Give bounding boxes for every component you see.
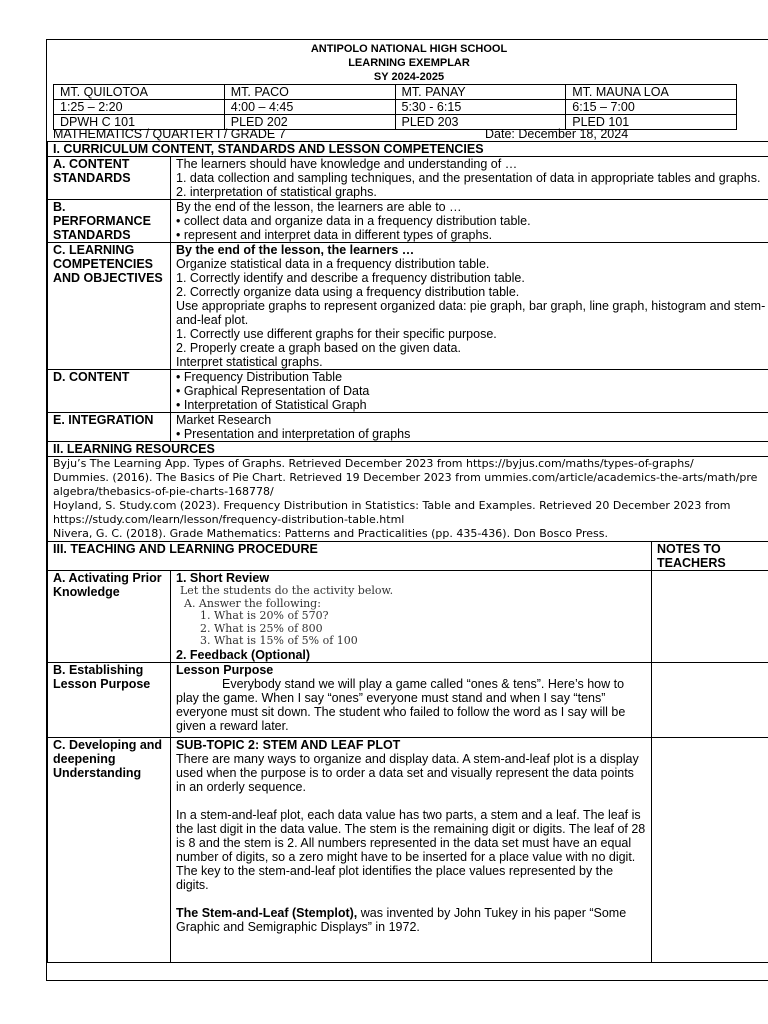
review-question: 3. What is 15% of 5% of 100	[200, 634, 358, 647]
subject-quarter-grade: MATHEMATICS / QUARTER I / GRADE 7	[53, 127, 286, 141]
section-1-title: I. CURRICULUM CONTENT, STANDARDS AND LESSON COMPETENCIES	[48, 142, 768, 157]
stemplot-description: was invented by John Tukey in his paper “Some Graphic and Semigraphic Displays” in 1972.	[176, 905, 627, 934]
body-line: 2. interpretation of statistical graphs.	[176, 185, 377, 199]
developing-row	[48, 737, 768, 962]
paragraph: In a stem-and-leaf plot, each data value has two parts, a stem and a leaf. The leaf is the last digit in the data value. The stem is the remaining digit or digits. The leaf of 28 is 8 and the stem is 2. All numbers represented in the data set must have an equal number of digits, so a zero might have to be inserted for a place value with no digit. The key to the stem-and-leaf plot identifies the place values represented by the digits.	[176, 807, 646, 892]
activating-label: A. Activating Prior Knowledge	[48, 571, 171, 663]
section-3-title: III. TEACHING AND LEARNING PROCEDURE	[48, 542, 652, 571]
subtopic-heading: SUB-TOPIC 2: STEM AND LEAF PLOT	[176, 737, 401, 752]
integration-body	[171, 413, 768, 442]
body-line: Market Research	[176, 413, 272, 427]
procedure-heading-row	[48, 542, 768, 571]
spacer	[176, 794, 646, 808]
resource-item: Dummies. (2016). The Basics of Pie Chart. Retrieved 19 December 2023 from ummies.com/article/academics-the-arts/math/pre algebra/thebasics-of-pie-charts-168778/	[53, 471, 758, 498]
competencies-row	[48, 243, 768, 370]
schedule-cell: DPWH C 101	[54, 115, 225, 130]
lesson-purpose-paragraph: Everybody stand we will play a game called “ones & tens”. Here’s how to play the game. When I say “ones” everyone must stand and when I say “tens” everyone must sit down. The student who failed to follow the word as I say will be given a reward later.	[176, 676, 626, 733]
content-standards-label: A. CONTENT STANDARDS	[48, 157, 171, 200]
schedule-cell: MT. PANAY	[395, 85, 566, 100]
body-line: 1. Correctly use different graphs for their specific purpose.	[176, 327, 497, 341]
lesson-table	[47, 141, 768, 963]
resource-item: Byju’s The Learning App. Types of Graphs. Retrieved December 2023 from https://byjus.com/maths/types-of-graphs/	[53, 457, 694, 470]
schedule-cell: MT. PACO	[224, 85, 395, 100]
content-row	[48, 370, 768, 413]
lesson-purpose-heading: Lesson Purpose	[176, 662, 274, 677]
schedule-table	[53, 84, 737, 130]
developing-label: C. Developing and deepening Understanding	[48, 737, 171, 962]
body-line: The learners should have knowledge and understanding of …	[176, 157, 518, 171]
competencies-body	[171, 243, 768, 370]
resources-body	[48, 457, 768, 542]
review-activity-image	[176, 585, 646, 648]
body-line: Organize statistical data in a frequency distribution table.	[176, 257, 490, 271]
schedule-cell: PLED 202	[224, 115, 395, 130]
schedule-cell: 4:00 – 4:45	[224, 100, 395, 115]
activating-body	[171, 571, 652, 663]
establishing-row	[48, 662, 768, 737]
schedule-cell: 5:30 - 6:15	[395, 100, 566, 115]
integration-row	[48, 413, 768, 442]
feedback-heading: 2. Feedback (Optional)	[176, 647, 311, 662]
establishing-label: B. Establishing Lesson Purpose	[48, 662, 171, 737]
document-title: LEARNING EXEMPLAR	[348, 57, 470, 69]
notes-cell	[652, 662, 768, 737]
schedule-cell: PLED 203	[395, 115, 566, 130]
content-standards-body	[171, 157, 768, 200]
lesson-date: Date: December 18, 2024	[485, 127, 629, 141]
lesson-exemplar-page	[46, 39, 768, 981]
body-line: By the end of the lesson, the learners are able to …	[176, 200, 462, 214]
schedule-cell: 6:15 – 7:00	[566, 100, 737, 115]
section-heading-row	[48, 442, 768, 457]
review-line: Let the students do the activity below.	[180, 584, 394, 597]
review-question: 1. What is 20% of 570?	[200, 609, 329, 622]
section-2-title: II. LEARNING RESOURCES	[48, 442, 768, 457]
body-line: • Graphical Representation of Data	[176, 384, 370, 398]
school-name: ANTIPOLO NATIONAL HIGH SCHOOL	[310, 43, 508, 55]
spacer	[176, 892, 646, 906]
notes-cell	[652, 737, 768, 962]
schedule-row-sections	[54, 85, 737, 100]
body-line: 1. data collection and sampling techniques, and the presentation of data in appropriate tables and graphs.	[176, 171, 761, 185]
establishing-body	[171, 662, 652, 737]
performance-standards-row	[48, 200, 768, 243]
body-line: 2. Properly create a graph based on the given data.	[176, 341, 461, 355]
schedule-cell: 1:25 – 2:20	[54, 100, 225, 115]
performance-standards-label: B. PERFORMANCE STANDARDS	[48, 200, 171, 243]
review-question: 2. What is 25% of 800	[200, 621, 323, 635]
body-line: 1. Correctly identify and describe a frequency distribution table.	[176, 271, 525, 285]
document-header	[47, 40, 768, 84]
content-body	[171, 370, 768, 413]
performance-standards-body	[171, 200, 768, 243]
stemplot-term: The Stem-and-Leaf (Stemplot),	[176, 905, 358, 920]
resource-item: Nivera, G. C. (2018). Grade Mathematics: Patterns and Practicalities (pp. 435-436). Don Bosco Press.	[53, 527, 608, 540]
developing-body	[171, 737, 652, 962]
body-line: • Frequency Distribution Table	[176, 370, 343, 384]
body-line: Interpret statistical graphs.	[176, 355, 323, 369]
review-line: A. Answer the following:	[184, 596, 321, 610]
notes-cell	[652, 571, 768, 663]
school-year: SY 2024-2025	[373, 71, 445, 83]
activating-row	[48, 571, 768, 663]
schedule-cell: MT. MAUNA LOA	[566, 85, 737, 100]
short-review-heading: 1. Short Review	[176, 571, 270, 585]
schedule-row-times	[54, 100, 737, 115]
subject-line	[53, 127, 737, 141]
lesson-purpose-text	[176, 677, 646, 733]
schedule-cell: MT. QUILOTOA	[54, 85, 225, 100]
competencies-heading: By the end of the lesson, the learners …	[176, 243, 415, 257]
schedule-cell: PLED 101	[566, 115, 737, 130]
body-line: • represent and interpret data in different types of graphs.	[176, 228, 493, 242]
body-line: Use appropriate graphs to represent organized data: pie graph, bar graph, line graph, histogram and stem-and-leaf plot.	[176, 299, 766, 327]
paragraph: There are many ways to organize and display data. A stem-and-leaf plot is a display used when the purpose is to order a data set and visually represent the data points in an orderly sequence.	[176, 751, 639, 794]
notes-to-teachers-header: NOTES TO TEACHERS	[652, 542, 768, 571]
resource-item: Hoyland, S. Study.com (2023). Frequency Distribution in Statistics: Table and Examples. Retrieved 20 December 2023 from https://study.com/learn/lesson/frequency-distribution-table.html	[53, 499, 731, 526]
resources-row	[48, 457, 768, 542]
body-line: • Presentation and interpretation of graphs	[176, 427, 411, 441]
content-standards-row	[48, 157, 768, 200]
section-heading-row	[48, 142, 768, 157]
content-label: D. CONTENT	[48, 370, 171, 413]
body-line: • Interpretation of Statistical Graph	[176, 398, 367, 412]
paragraph	[176, 906, 646, 934]
integration-label: E. INTEGRATION	[48, 413, 171, 442]
competencies-label: C. LEARNING COMPETENCIES AND OBJECTIVES	[48, 243, 171, 370]
body-line: 2. Correctly organize data using a frequency distribution table.	[176, 285, 520, 299]
body-line: • collect data and organize data in a frequency distribution table.	[176, 214, 531, 228]
